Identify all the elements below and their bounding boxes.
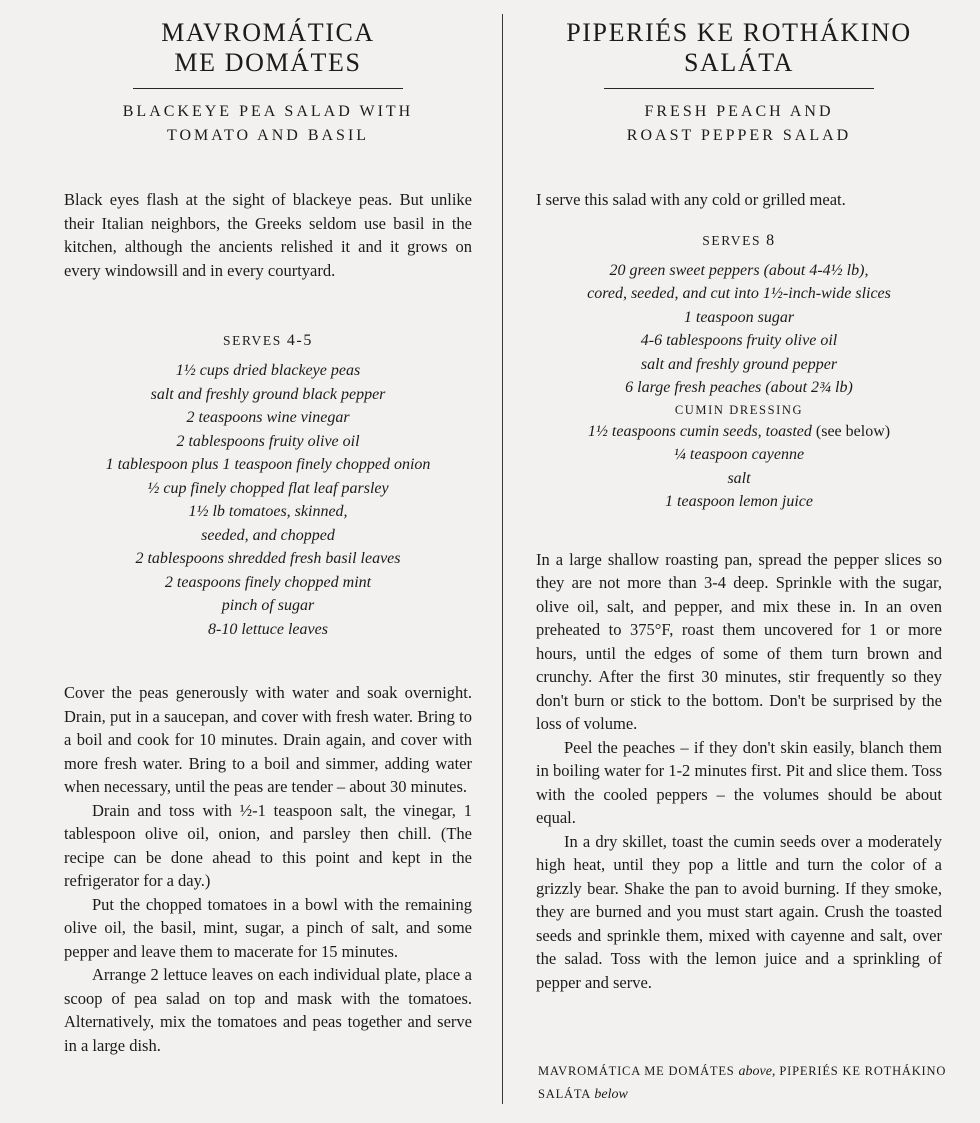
recipe-subtitle (536, 100, 942, 148)
ingredient: 1 teaspoon lemon juice (665, 493, 813, 510)
ingredient: 2 teaspoons wine vinegar (186, 409, 350, 426)
ingredient: 20 green sweet peppers (about 4-4½ lb), (609, 261, 869, 279)
title-line: ME DOMÁTES (174, 48, 362, 77)
ingredient-list (536, 259, 942, 514)
subtitle-line: FRESH PEACH AND (644, 103, 834, 120)
caption-recipe-name: PIPERIÉS KE ROTHÁKINO SALÁTA (538, 1064, 947, 1101)
serves-word: SERVES (223, 333, 282, 348)
method-paragraph: Peel the peaches – if they don't skin easily, blanch them in boiling water for 1-2 minutes first. Pit and slice them. Toss with the cooled peppers – the volumes should be about equal. (536, 737, 942, 827)
recipe-title (536, 18, 942, 78)
title-rule (604, 88, 874, 89)
recipe-title (64, 18, 472, 78)
ingredient: seeded, and chopped (201, 526, 335, 544)
ingredient (536, 420, 942, 444)
method-paragraph: In a large shallow roasting pan, spread the pepper slices so they are not more than 3-4 deep. Sprinkle with the sugar, olive oil, salt, and pepper, and mix these in. In an oven preheated to 375°F, roast them uncovered for 1 or more hours, until the edges of some of them turn brown and crunchy. After the first 30 minutes, stir frequently so they don't burn or stick to the bottom. Don't be surprised by the loss of volume. (536, 549, 942, 733)
dressing-heading: CUMIN DRESSING (674, 402, 804, 417)
ingredient: 2 teaspoons finely chopped mint (164, 573, 372, 591)
ingredient: salt and freshly ground pepper (640, 355, 838, 373)
ingredient: cored, seeded, and cut into 1½-inch-wide slices (587, 285, 891, 302)
serves-count: 8 (766, 231, 776, 249)
recipe-mavromatica (64, 0, 472, 1057)
recipe-intro: Black eyes flash at the sight of blackeye peas. But unlike their Italian neighbors, the Greeks seldom use basil in the kitchen, although the ancients relished it and it grows on every windowsill and in every courtyard. (64, 190, 472, 280)
ingredient: 1 teaspoon sugar (683, 308, 795, 326)
caption-recipe-name: MAVROMÁTICA ME DOMÁTES (538, 1064, 735, 1078)
see-below-note: (see below) (811, 422, 891, 440)
serves-word: SERVES (702, 232, 762, 248)
method-paragraph: Put the chopped tomatoes in a bowl with the remaining olive oil, the basil, mint, sugar, a pinch of salt, and some pepper and leave them to macerate for 15 minutes. (64, 894, 472, 961)
method-paragraph: Drain and toss with ½-1 teaspoon salt, the vinegar, 1 tablespoon olive oil, onion, and parsley then chill. (The recipe can be done ahead to this point and kept in the refrigerator for a day.) (64, 800, 472, 890)
serves-label (64, 332, 472, 350)
ingredient: salt and freshly ground black pepper (150, 385, 386, 403)
ingredient: 1½ cups dried blackeye peas (175, 362, 361, 379)
subtitle-line: TOMATO AND BASIL (166, 127, 370, 144)
ingredient: pinch of sugar (221, 597, 315, 614)
ingredient: ¼ teaspoon cayenne (673, 446, 805, 463)
ingredient: 2 tablespoons fruity olive oil (176, 432, 360, 450)
ingredient-list (64, 359, 472, 641)
title-line: MAVROMÁTICA (161, 18, 375, 47)
recipe-subtitle (64, 100, 472, 148)
ingredient: 2 tablespoons shredded fresh basil leaves (135, 550, 401, 567)
title-line: PIPERIÉS KE ROTHÁKINO (566, 18, 912, 47)
recipe-method (536, 548, 942, 995)
subtitle-line: BLACKEYE PEA SALAD WITH (122, 103, 414, 120)
column-divider (502, 14, 503, 1104)
ingredient: ½ cup finely chopped flat leaf parsley (147, 479, 389, 497)
title-rule (133, 88, 403, 89)
ingredient: 8-10 lettuce leaves (208, 620, 328, 638)
ingredient: salt (727, 469, 751, 487)
caption-position: above, (738, 1064, 776, 1079)
recipe-piperies (536, 0, 942, 994)
ingredient: 1 tablespoon plus 1 teaspoon finely chopped onion (105, 456, 431, 473)
method-paragraph: In a dry skillet, toast the cumin seeds over a moderately high heat, until they pop a little and turn the color of a grizzly bear. Shake the pan to avoid burning. If they smoke, they are burned and you must start again. Crush the toasted seeds and sprinkle them, mixed with cayenne and salt, over the salad. Toss with the lemon juice and a sprinkling of pepper and serve. (536, 831, 942, 992)
title-line: SALÁTA (683, 48, 795, 77)
ingredient: 4-6 tablespoons fruity olive oil (640, 332, 838, 349)
serves-label (536, 232, 942, 250)
ingredient: 1½ lb tomatoes, skinned, (188, 503, 348, 520)
subtitle-line: ROAST PEPPER SALAD (626, 127, 852, 144)
ingredient: 6 large fresh peaches (about 2¾ lb) (625, 379, 853, 396)
ingredient-text: 1½ teaspoons cumin seeds, toasted (587, 422, 812, 440)
method-paragraph: Arrange 2 lettuce leaves on each individual plate, place a scoop of pea salad on top and mask with the tomatoes. Alternatively, mix the tomatoes and peas together and serve in a large dish. (64, 965, 472, 1055)
recipe-method (64, 681, 472, 1057)
caption-position: below (594, 1087, 628, 1102)
method-paragraph: Cover the peas generously with water and soak overnight. Drain, put in a saucepan, and cover with fresh water. Bring to a boil and cook for 10 minutes. Drain again, and cover with more fresh water. Bring to a boil and simmer, adding water when necessary, until the peas are tender – about 30 minutes. (64, 683, 472, 796)
photo-caption (538, 1060, 948, 1106)
serves-count: 4-5 (286, 332, 313, 349)
recipe-intro: I serve this salad with any cold or grilled meat. (536, 190, 846, 209)
